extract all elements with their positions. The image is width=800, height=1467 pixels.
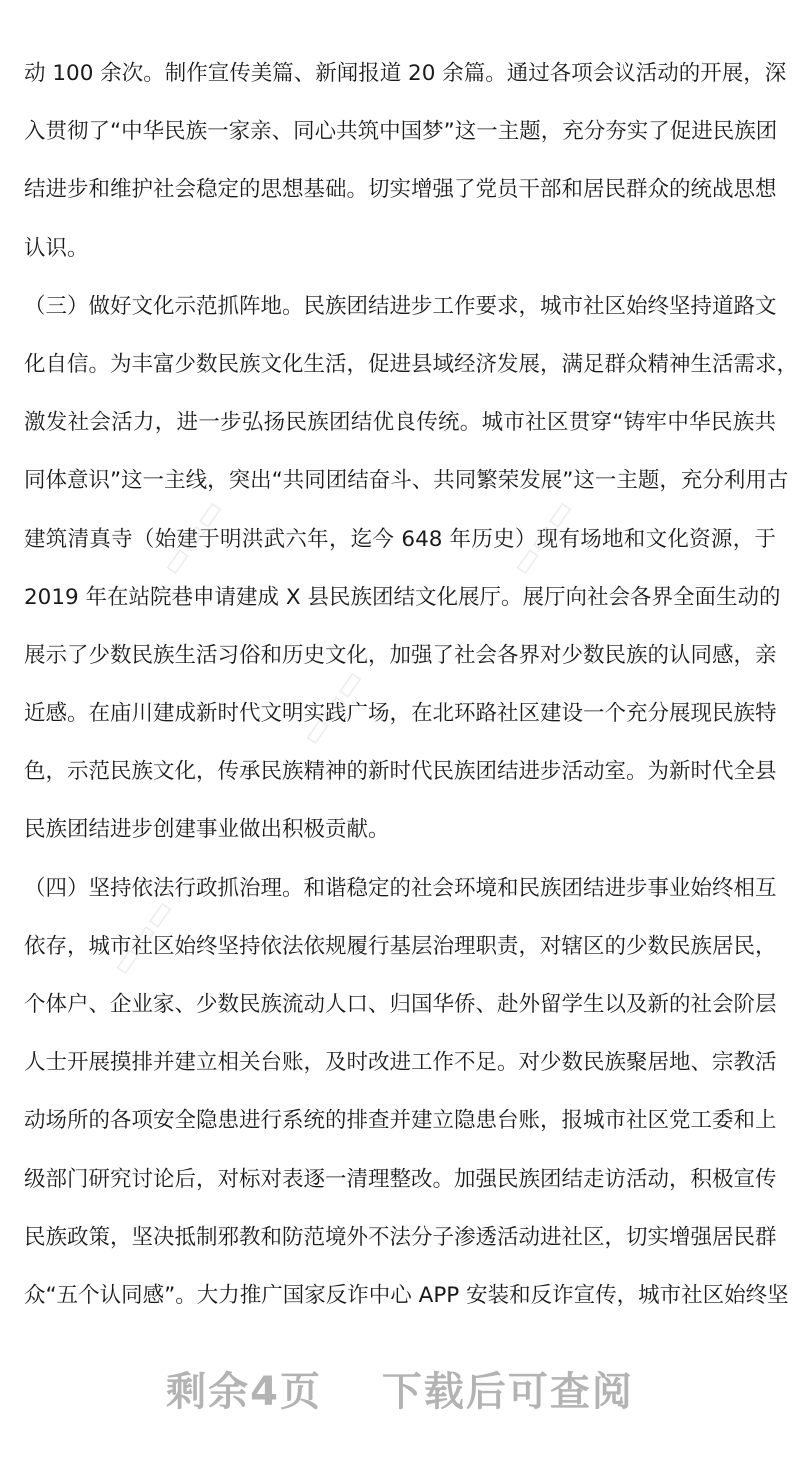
text-line-12: 近感。在庙川建成新时代文明实践广场，在北环路社区建设一个充分展现民族特: [24, 701, 777, 727]
text-line-1: 动 100 余次。制作宣传美篇、新闻报道 20 余篇。通过各项会议活动的开展，深: [24, 61, 787, 86]
text-line-3: 结进步和维护社会稳定的思想基础。切实增强了党员干部和居民群众的统战思想: [24, 177, 777, 203]
text-line-10: 2019 年在站院巷申请建成 X 县民族团结文化展厅。展厅向社会各界全面生动的: [24, 584, 781, 610]
text-line-6: 化自信。为丰富少数民族文化生活，促进县域经济发展，满足群众精神生活需求，: [24, 351, 799, 377]
text-line-21: 民族政策，坚决抵制邪教和防范境外不法分子渗透活动进社区，切实增强居民群: [24, 1224, 777, 1250]
text-line-2: 入贯彻了“中华民族一家亲、同心共筑中国梦”这一主题，充分夯实了促进民族团: [24, 119, 778, 145]
text-line-4: 认识。: [24, 235, 89, 261]
download-prompt[interactable]: [0, 1360, 800, 1417]
text-line-11: 展示了少数民族生活习俗和历史文化，加强了社会各界对少数民族的认同感，亲: [24, 642, 777, 668]
watermark-mark: ▭▭▭: [153, 492, 232, 583]
download-to-view-label: 下载后可查阅: [381, 1369, 634, 1415]
text-line-7: 激发社会活力，进一步弘扬民族团结优良传统。城市社区贯穿“铸牢中华民族共: [24, 410, 776, 436]
text-line-22: 众“五个认同感”。大力推广国家反诈中心 APP 安装和反诈宣传，城市社区始终坚: [24, 1282, 789, 1308]
document-body: [24, 52, 799, 1332]
watermark-mark: ▭▭▭: [503, 492, 582, 583]
text-line-20: 级部门研究讨论后，对标对表逐一清理整改。加强民族团结走访活动，积极宣传: [24, 1166, 777, 1192]
text-line-19: 动场所的各项安全隐患进行系统的排查并建立隐患台账，报城市社区党工委和上: [24, 1108, 777, 1134]
text-line-17: 个体户、企业家、少数民族流动人口、归国华侨、赴外留学生以及新的社会阶层: [24, 992, 777, 1017]
text-line-5: （三）做好文化示范抓阵地。民族团结进步工作要求，城市社区始终坚持道路文: [24, 293, 777, 319]
text-line-8: 同体意识”这一主线，突出“共同团结奋斗、共同繁荣发展”这一主题，充分利用古: [24, 468, 789, 494]
text-line-16: 依存，城市社区始终坚持依法依规履行基层治理职责，对辖区的少数民族居民，: [24, 933, 777, 959]
text-line-9: 建筑清真寺（始建于明洪武六年，迄今 648 年历史）现有场地和文化资源，于: [24, 526, 776, 552]
watermark-mark: ▭▭▭: [103, 892, 182, 983]
text-line-14: 民族团结进步创建事业做出积极贡献。: [24, 817, 390, 843]
text-line-13: 色，示范民族文化，传承民族精神的新时代民族团结进步活动室。为新时代全县: [24, 759, 777, 785]
text-line-15: （四）坚持依法行政抓治理。和谐稳定的社会环境和民族团结进步事业始终相互: [24, 875, 777, 901]
text-line-18: 人士开展摸排并建立相关台账，及时改进工作不足。对少数民族聚居地、宗教活: [24, 1050, 777, 1076]
watermark-mark: ▭▭▭: [293, 662, 372, 753]
remaining-pages-label: 剩余4页: [166, 1369, 322, 1415]
